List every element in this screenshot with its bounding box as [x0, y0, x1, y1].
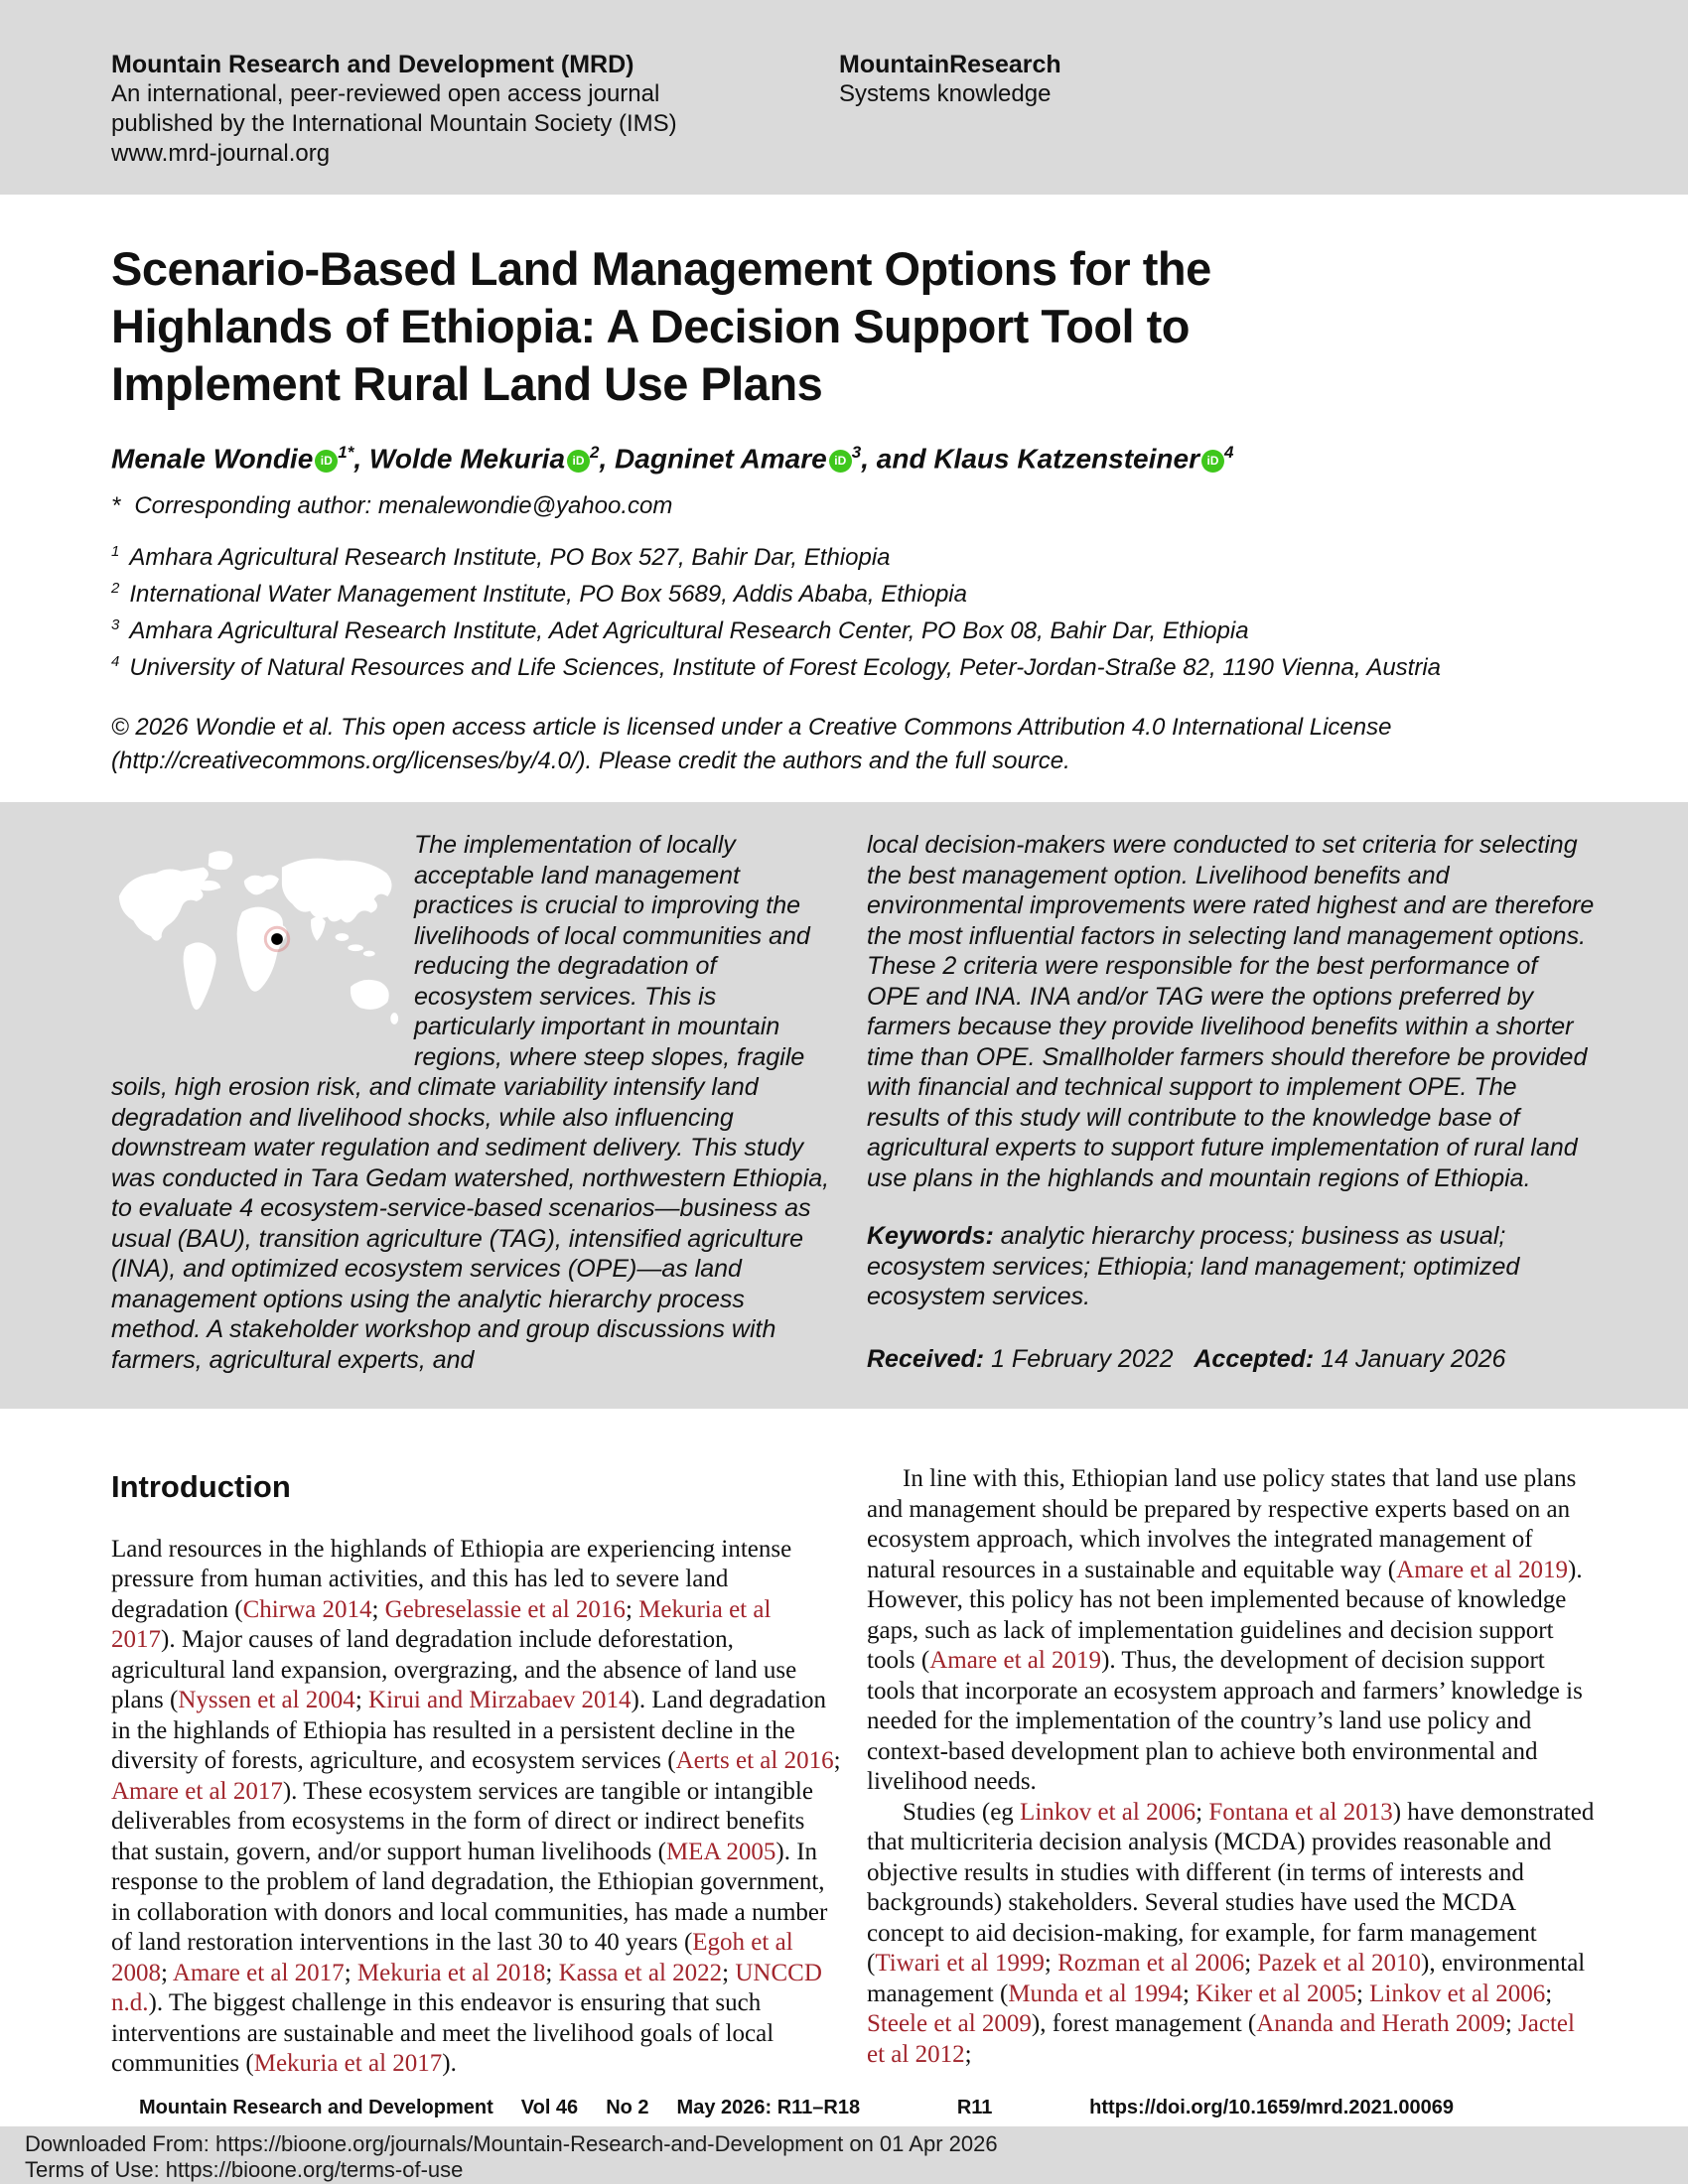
citation-link[interactable]: Steele et al 2009: [867, 2010, 1032, 2038]
footer-doi-link[interactable]: https://doi.org/10.1659/mrd.2021.00069: [1089, 2097, 1454, 2118]
citation-link[interactable]: Amare et al 2017: [172, 1959, 345, 1986]
citation-link[interactable]: MEA 2005: [665, 1838, 776, 1865]
text-run: ;: [625, 1595, 639, 1623]
intro-column-2: [867, 1464, 1597, 2080]
text-run: ;: [722, 1959, 736, 1986]
text-run: ). Thus, the development of decision support tools that incorporate an ecosystem approach and farmers’ knowledge is needed for the implementation of the country’s land use policy and context-based development plan to achieve both environmental and livelihood needs.: [867, 1647, 1583, 1796]
corresponding-author-line: [111, 492, 1597, 520]
text-run: ).: [442, 2050, 457, 2078]
citation-link[interactable]: Mekuria et al 2018: [356, 1959, 546, 1986]
citation-link[interactable]: Munda et al 1994: [1008, 1979, 1183, 2007]
corresponding-text: Corresponding author: menalewondie@yahoo.com: [134, 492, 673, 520]
affiliation-marker: 2: [111, 580, 120, 598]
text-run: , Wolde Mekuria: [353, 443, 566, 475]
citation-link[interactable]: Kiker et al 2005: [1196, 1979, 1356, 2007]
author-line: [111, 443, 1597, 475]
affiliation-row: [111, 536, 1597, 573]
text-run: ). These ecosystem services are tangible or intangible deliverables from ecosystems in the form of direct or indirect benefits that sustain, govern, and/or support human livelihoods (: [111, 1777, 813, 1865]
page-content: [0, 195, 1688, 2080]
world-map-graphic: [111, 834, 402, 1040]
corresponding-marker: *: [111, 492, 121, 520]
text-run: ). The biggest challenge in this endeavor is ensuring that such interventions are sustainable and meet the livelihood goals of local communities (: [111, 1989, 774, 2078]
affiliation-text: Amhara Agricultural Research Institute, PO Box 527, Bahir Dar, Ethiopia: [129, 544, 891, 572]
title-line-3: Implement Rural Land Use Plans: [111, 357, 823, 410]
affiliation-text: Amhara Agricultural Research Institute, Adet Agricultural Research Center, PO Box 08, Bahir Dar, Ethiopia: [129, 617, 1249, 645]
title-line-1: Scenario-Based Land Management Options for the: [111, 242, 1211, 295]
affiliation-row: [111, 573, 1597, 610]
footer-volume: Vol 46: [520, 2097, 579, 2118]
abstract-column-2: [867, 830, 1597, 1375]
citation-link[interactable]: Pazek et al 2010: [1257, 1950, 1422, 1978]
download-watermark: [0, 2126, 1688, 2184]
accepted-label: Accepted:: [1194, 1344, 1315, 1373]
citation-link[interactable]: Chirwa 2014: [242, 1595, 372, 1623]
received-date: 1 February 2022: [991, 1344, 1174, 1373]
citation-link[interactable]: Mekuria et al 2017: [111, 1595, 772, 1654]
title-line-2: Highlands of Ethiopia: A Decision Support Tool to: [111, 300, 1191, 352]
affiliation-row: [111, 646, 1597, 683]
study-location-dot: [271, 933, 283, 945]
brand-title: MountainResearch: [839, 51, 1061, 78]
text-run: ;: [1044, 1950, 1058, 1978]
running-footer: [0, 2097, 1688, 2119]
text-run: ). In response to the problem of land degradation, the Ethiopian government, in collaboration with donors and local communities, has made a number of land restoration interventions in the last 30 to 40 years (: [111, 1838, 828, 1957]
received-label: Received:: [867, 1344, 985, 1373]
author-affiliation-sup: 3: [851, 443, 862, 462]
article-title: [111, 240, 1597, 413]
footer-journal-name: Mountain Research and Development: [139, 2097, 493, 2118]
text-run: ;: [1545, 1979, 1553, 2007]
text-run: ;: [1182, 1979, 1196, 2007]
text-run: ), environmental management (: [867, 1950, 1586, 2007]
world-map-locator: [111, 834, 402, 1040]
citation-link[interactable]: Egoh et al 2008: [111, 1929, 793, 1986]
citation-link[interactable]: Nyssen et al 2004: [178, 1687, 355, 1714]
text-run: Studies (eg: [903, 1798, 1021, 1826]
abstract-text-col1: The implementation of locally acceptable land management practices is crucial to improving the livelihoods of local communities and reducing the degradation of ecosystem services. This is particularly important in mountain regions, where steep slopes, fragile soils, high erosion risk, and climate variability intensify land degradation and livelihood shocks, while also influencing downstream water regulation and sediment delivery. This study was conducted in Tara Gedam watershed, northwestern Ethiopia, to evaluate 4 ecosystem-service-based scenarios—business as usual (BAU), transition agriculture (TAG), intensified agriculture (INA), and optimized ecosystem services (OPE)—as land management options using the analytic hierarchy process method. A stakeholder workshop and group discussions with farmers, agricultural experts, and: [111, 831, 830, 1374]
text-run: ). However, this policy has not been implemented because of knowledge gaps, such as lack of implementation guidelines and decision support tools (: [867, 1556, 1583, 1675]
footer-issue-pages: May 2026: R11–R18: [676, 2097, 861, 2118]
intro-paragraph-2: [867, 1464, 1597, 1798]
text-run: ;: [1355, 1979, 1370, 2007]
citation-link[interactable]: Kirui and Mirzabaev 2014: [368, 1687, 632, 1714]
citation-link[interactable]: Jactel et al 2012: [867, 2010, 1575, 2068]
text-run: ;: [1504, 2010, 1519, 2038]
text-run: ;: [545, 1959, 559, 1986]
text-run: ;: [371, 1595, 385, 1623]
affiliation-text: University of Natural Resources and Life Sciences, Institute of Forest Ecology, Peter-Jordan-Straße 82, 1190 Vienna, Austria: [129, 654, 1442, 682]
text-run: ). Major causes of land degradation include deforestation, agricultural land expansion, overgrazing, and the absence of land use plans (: [111, 1626, 797, 1714]
text-run: ). Land degradation in the highlands of Ethiopia has resulted in a persistent decline in the diversity of forests, agriculture, and ecosystem services (: [111, 1687, 826, 1775]
journal-url: www.mrd-journal.org: [111, 140, 331, 167]
keywords-label: Keywords:: [867, 1222, 994, 1251]
watermark-terms-line: Terms of Use: https://bioone.org/terms-of-use: [25, 2157, 464, 2182]
author-affiliation-sup: 1*: [338, 443, 354, 462]
affiliation-marker: 3: [111, 616, 120, 634]
orcid-icon: iD: [829, 450, 852, 473]
author-affiliation-sup: 4: [1223, 443, 1234, 462]
affiliation-list: [111, 536, 1597, 683]
intro-paragraph-1: [111, 1535, 841, 2080]
keywords-text: analytic hierarchy process; business as usual; ecosystem services; Ethiopia; land management; optimized ecosystem services.: [867, 1222, 1520, 1311]
text-run: ;: [833, 1747, 841, 1775]
citation-link[interactable]: Gebreselassie et al 2016: [384, 1595, 626, 1623]
journal-name: Mountain Research and Development (MRD): [111, 51, 634, 78]
citation-link[interactable]: Fontana et al 2013: [1208, 1798, 1393, 1826]
text-run: ;: [1244, 1950, 1258, 1978]
affiliation-marker: 1: [111, 543, 120, 561]
dates-line: [867, 1344, 1597, 1375]
footer-number: No 2: [606, 2097, 649, 2118]
citation-link[interactable]: Mekuria et al 2017: [253, 2050, 443, 2078]
citation-link[interactable]: Aerts et al 2016: [675, 1747, 834, 1775]
abstract-column-1: [111, 830, 841, 1375]
abstract-text-col2: local decision-makers were conducted to set criteria for selecting the best management option. Livelihood benefits and environmental improvements were rated highest and are therefore the most influential factors in selecting land management options. These 2 criteria were responsible for the best performance of OPE and INA. INA and/or TAG were the options preferred by farmers because they provide livelihood benefits within a shorter time than OPE. Smallholder farmers should therefore be provided with financial and technical support to implement OPE. The results of this study will contribute to the knowledge base of agricultural experts to support future implementation of rural land use plans in the highlands and mountain regions of Ethiopia.: [867, 831, 1595, 1192]
affiliation-row: [111, 610, 1597, 646]
citation-link[interactable]: Tiwari et al 1999: [875, 1950, 1045, 1978]
affiliation-marker: 4: [111, 653, 120, 671]
citation-link[interactable]: Kassa et al 2022: [558, 1959, 723, 1986]
abstract-section: [0, 802, 1688, 1409]
affiliation-text: International Water Management Institute, PO Box 5689, Addis Ababa, Ethiopia: [129, 581, 967, 609]
text-run: ), forest management (: [1031, 2010, 1257, 2038]
citation-link[interactable]: UNCCD n.d.: [111, 1959, 822, 2017]
text-run: ;: [354, 1687, 369, 1714]
citation-link[interactable]: Linkov et al 2006: [1369, 1979, 1546, 2007]
orcid-icon: iD: [315, 450, 338, 473]
brand-subtitle: Systems knowledge: [839, 80, 1052, 107]
text-run: Land resources in the highlands of Ethiopia are experiencing intense pressure from human activities, and this has led to severe land degradation (: [111, 1535, 792, 1623]
text-run: ;: [1196, 1798, 1209, 1826]
journal-desc-line2: published by the International Mountain Society (IMS): [111, 110, 677, 137]
citation-link[interactable]: Amare et al 2017: [111, 1777, 283, 1805]
citation-link[interactable]: Amare et al 2019: [1396, 1556, 1568, 1583]
text-run: ) have demonstrated that multicriteria decision analysis (MCDA) provides reasonable and objective results in studies with different (in terms of interests and backgrounds) stakeholders. Several studies have used the MCDA concept to aid decision-making, for example, for farm management (: [867, 1798, 1595, 1978]
copyright-license-text: © 2026 Wondie et al. This open access article is licensed under a Creative Commons Attribution 4.0 International License (http://creativecommons.org/licenses/by/4.0/). Please credit the authors and the full source.: [111, 714, 1392, 775]
text-run: , Dagninet Amare: [599, 443, 827, 475]
masthead-brand-block: [839, 50, 1061, 109]
watermark-downloaded-line: Downloaded From: https://bioone.org/journals/Mountain-Research-and-Development on 01 Apr 2026: [25, 2131, 998, 2156]
text-run: , and Klaus Katzensteiner: [861, 443, 1199, 475]
text-run: Menale Wondie: [111, 443, 314, 475]
text-run: ;: [964, 2040, 972, 2068]
footer-citation-group: [139, 2097, 860, 2119]
accepted-date: 14 January 2026: [1321, 1344, 1506, 1373]
citation-link[interactable]: Ananda and Herath 2009: [1256, 2010, 1505, 2038]
footer-page-number: R11: [956, 2097, 993, 2118]
citation-link[interactable]: Rozman et al 2006: [1057, 1950, 1245, 1978]
text-run: ;: [161, 1959, 173, 1986]
journal-desc-line1: An international, peer-reviewed open access journal: [111, 80, 660, 107]
text-run: ;: [344, 1959, 357, 1986]
intro-column-1: [111, 1464, 841, 2080]
introduction-section: [0, 1464, 1688, 2080]
orcid-icon: iD: [1201, 450, 1224, 473]
intro-paragraph-3: [867, 1798, 1597, 2071]
orcid-icon: iD: [567, 450, 590, 473]
citation-link[interactable]: Amare et al 2019: [929, 1647, 1102, 1675]
author-affiliation-sup: 2: [590, 443, 600, 462]
section-heading-introduction: Introduction: [111, 1469, 291, 1505]
citation-link[interactable]: Linkov et al 2006: [1020, 1798, 1196, 1826]
keywords-line: [867, 1221, 1597, 1312]
masthead: [0, 0, 1688, 195]
text-run: In line with this, Ethiopian land use policy states that land use plans and management should be prepared by respective experts based on an ecosystem approach, which involves the integrated management of natural resources in a sustainable and equitable way (: [867, 1465, 1577, 1583]
